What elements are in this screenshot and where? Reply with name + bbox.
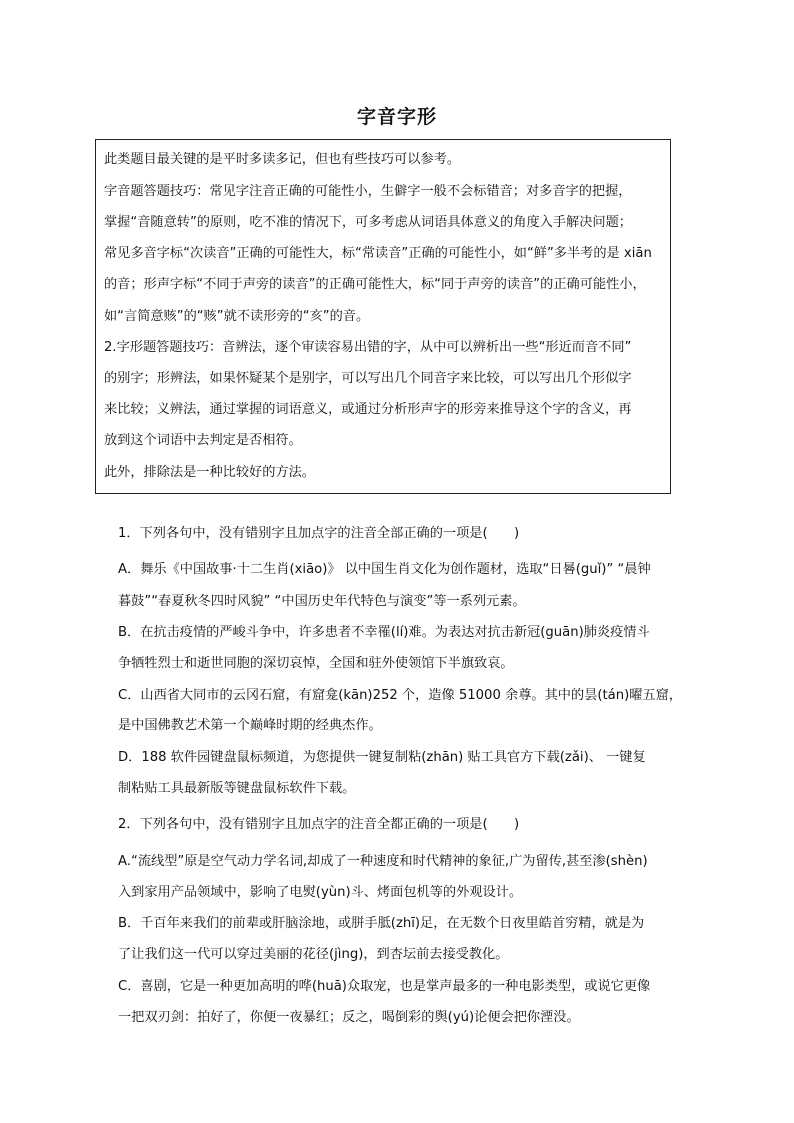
tip-line: 掌握“音随意转”的原则，吃不准的情况下，可多考虑从词语具体意义的角度入手解决问题； xyxy=(104,215,632,230)
tip-line: 2.字形题答题技巧：音辨法，逐个审读容易出错的字，从中可以辨析出一些“形近而音不同” xyxy=(104,340,632,355)
page-title: 字音字形 xyxy=(356,106,437,128)
question-option: C．喜剧，它是一种更加高明的哗(huā)众取宠，也是掌声最多的一种电影类型，或说它更像 xyxy=(118,979,651,994)
question-option: D．188 软件园键盘鼠标频道，为您提供一键复制粘(zhān) 贴工具官方下载(zǎi)、 一键复 xyxy=(118,750,646,765)
question-option: A.“流线型”原是空气动力学名词,却成了一种速度和时代精神的象征,广为留传,甚至渗(shèn) xyxy=(118,854,648,869)
question-option: 了让我们这一代可以穿过美丽的花径(jìng)，到杏坛前去接受教化。 xyxy=(118,947,509,962)
tip-line: 如“言简意赅”的“赅”就不读形旁的“亥”的音。 xyxy=(104,309,370,324)
question-option: 争牺牲烈士和逝世同胞的深切哀悼，全国和驻外使领馆下半旗致哀。 xyxy=(118,656,514,671)
tip-line: 常见多音字标“次读音”正确的可能性大，标“常读音”正确的可能性小，如“鲜”多半考的是 xiān xyxy=(104,246,652,261)
question-option: 制粘贴工具最新版等键盘鼠标软件下载。 xyxy=(118,781,356,796)
question-option: A．舞乐《中国故事·十二生肖(xiāo)》 以中国生肖文化为创作题材，选取“日晷(guǐ)” “晨钟 xyxy=(118,562,651,577)
question-option: C．山西省大同市的云冈石窟，有窟龛(kān)252 个，造像 51000 余尊。其中的昙(tán)曜五窟， xyxy=(118,688,682,703)
question-stem: 2．下列各句中，没有错别字且加点字的注音全都正确的一项是( ) xyxy=(118,817,520,832)
tip-line: 此外，排除法是一种比较好的方法。 xyxy=(104,465,315,480)
question-option: 暮鼓”“春夏秋冬四时风貌” “中国历史年代特色与演变”等一系列元素。 xyxy=(118,594,526,609)
tip-line: 放到这个词语中去判定是否相符。 xyxy=(104,433,302,448)
question-stem: 1．下列各句中，没有错别字且加点字的注音全部正确的一项是( ) xyxy=(118,526,520,541)
tip-line: 此类题目最关键的是平时多读多记，但也有些技巧可以参考。 xyxy=(104,152,461,167)
question-option: B．在抗击疫情的严峻斗争中，许多患者不幸罹(lí)难。为表达对抗击新冠(guān)肺炎疫情斗 xyxy=(118,625,650,640)
question-option: B．千百年来我们的前辈或肝脑涂地，或胼手胝(zhī)足，在无数个日夜里皓首穷精，就是为 xyxy=(118,916,645,931)
tip-line: 来比较；义辨法，通过掌握的词语意义，或通过分析形声字的形旁来推导这个字的含义，再 xyxy=(104,402,632,417)
tip-line: 的音；形声字标“不同于声旁的读音”的正确可能性大，标“同于声旁的读音”的正确可能性小， xyxy=(104,277,646,292)
question-option: 一把双刃剑：拍好了，你便一夜暴红；反之，喝倒彩的舆(yú)论便会把你湮没。 xyxy=(118,1010,580,1025)
tip-line: 的别字；形辨法，如果怀疑某个是别字，可以写出几个同音字来比较，可以写出几个形似字 xyxy=(104,371,632,386)
question-option: 入到家用产品领域中，影响了电熨(yùn)斗、烤面包机等的外观设计。 xyxy=(118,885,523,900)
tip-line: 字音题答题技巧：常见字注音正确的可能性小，生僻字一般不会标错音；对多音字的把握， xyxy=(104,184,632,199)
question-option: 是中国佛教艺术第一个巅峰时期的经典杰作。 xyxy=(118,718,382,733)
